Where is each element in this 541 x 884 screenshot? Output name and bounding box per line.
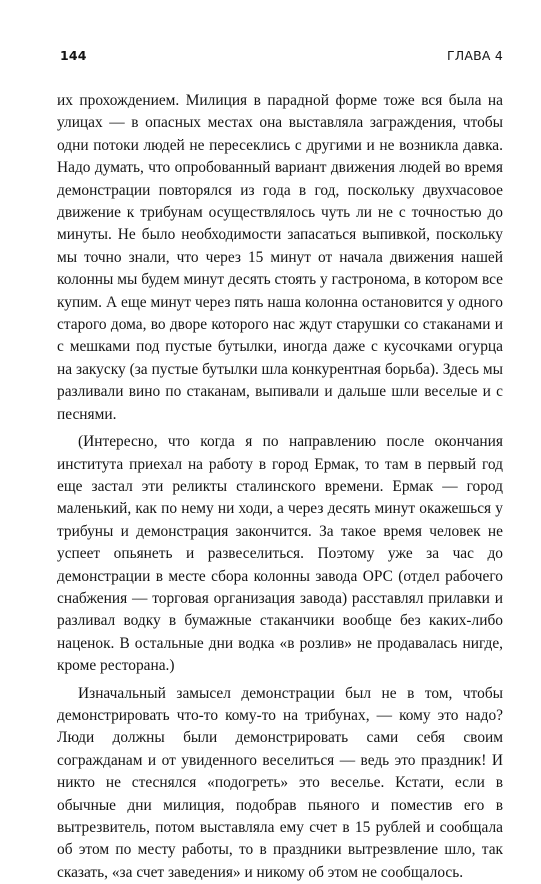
chapter-label: ГЛАВА 4	[446, 48, 503, 63]
running-head	[60, 48, 503, 68]
paragraph-3: Изначальный замысел демонстрации был не в том, чтобы демонстрировать что-то кому-то на трибунах, — кому это надо? Люди должны были демонстрировать сами себя своим согражданам и от увиденного веселиться — ведь это праздник! И никто не стеснялся «подогреть» это веселье. Кстати, если в обычные дни милиция, подобрав пьяного и поместив его в вытрезвитель, потом выставляла ему счет в 15 рублей и сообщала об этом по месту работы, то в праздники вытрезвление шло, так сказать, «за счет заведения» и никому об этом не сообщалось.	[57, 684, 503, 881]
body-text	[57, 90, 503, 884]
paragraph-2: (Интересно, что когда я по направлению после окончания института приехал на работу в город Ермак, то там в первый год еще застал эти реликты сталинского времени. Ермак — город маленький, как по нему ни ходи, а через десять минут окажешься у трибуны и демонстрация закончится. За такое время человек не успеет опьянеть и развеселиться. Поэтому уже за час до демонстрации в месте сбора колонны завода ОРС (отдел рабочего снабжения — торговая организация завода) расставлял прилавки и разливал водку в бумажные стаканчики вообще без каких-либо наценок. В остальные дни водка «в розлив» не продавалась нигде, кроме ресторана.)	[57, 433, 503, 675]
page-number: 144	[60, 48, 87, 63]
paragraph-1: их прохождением. Милиция в парадной форме тоже вся была на улицах — в опасных местах она выставляла заграждения, чтобы одни потоки людей не пересеклись с другими и не возникла давка. Надо думать, что опробованный вариант движения людей во время демонстрации повторялся из года в год, поскольку двухчасовое движение к трибунам осуществлялось чуть ли не с точностью до минуты. Не было необходимости запасаться выпивкой, поскольку мы точно знали, что через 15 минут от начала движения нашей колонны мы будем минут десять стоять у гастронома, в котором все купим. А еще минут через пять наша колонна остановится у одного старого дома, во дворе которого нас ждут старушки со стаканами и с мешками под пустые бутылки, иногда даже с кусочками огурца на закуску (за пустые бутылки шла конкурентная борьба). Здесь мы разливали вино по стаканам, выпивали и дальше шли веселые и с песнями.	[57, 92, 503, 423]
